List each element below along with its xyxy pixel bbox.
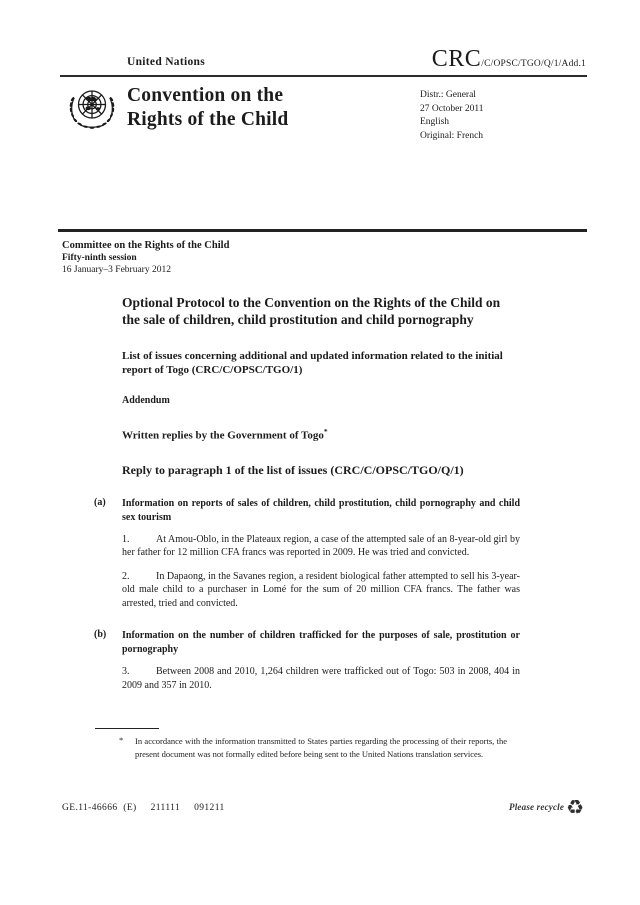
footnote-area	[95, 728, 507, 761]
paragraph-1	[122, 533, 520, 560]
please-recycle-text: Please recycle	[509, 802, 565, 812]
ge-code1: 211111	[150, 803, 181, 813]
original-language-line: Original: French	[420, 130, 484, 141]
distr-line: Distr.: General	[420, 90, 476, 100]
paragraph-3-number: 3.	[122, 666, 130, 678]
paragraph-2	[122, 570, 520, 611]
main-title: Optional Protocol to the Convention on the Rights of the Child on the sale of children, child prostitution and child pornography	[122, 295, 501, 327]
footnote-text: In accordance with the information transmitted to States parties regarding the processing of their reports, the present document was not formally edited before being sent to the United Nations translation services.	[135, 736, 507, 759]
committee-name: Committee on the Rights of the Child	[62, 240, 230, 251]
un-emblem-icon	[65, 80, 119, 142]
section-b-heading: Information on the number of children trafficked for the purposes of sale, prostitution or pornography	[122, 630, 520, 656]
date-line: 27 October 2011	[420, 103, 484, 114]
language-line: English	[420, 117, 450, 127]
paragraph-2-text: In Dapaong, in the Savanes region, a resident biological father attempted to sell his 3-year-old male child to a purchaser in Lomé for the sum of 20 million CFA francs. The father was arrested, tried and convicted.	[122, 570, 520, 609]
section-b-label: (b)	[94, 629, 107, 641]
footnote-divider	[95, 728, 159, 729]
paragraph-1-text: At Amou-Oblo, in the Plateaux region, a case of the attempted sale of an 8-year-old girl by her father for 12 million CFA francs was reported in 2009. He was tried and convicted.	[122, 533, 520, 559]
list-of-issues-subtitle: List of issues concerning additional and updated information related to the initial report of Togo (CRC/C/OPSC/TGO/1)	[122, 350, 503, 376]
section-a	[94, 496, 520, 611]
please-recycle-mark	[509, 797, 584, 817]
reply-heading: Reply to paragraph 1 of the list of issues (CRC/C/OPSC/TGO/Q/1)	[122, 462, 464, 477]
session-name: Fifty-ninth session	[62, 253, 137, 263]
addendum-label: Addendum	[122, 395, 170, 406]
footnote-text-block	[95, 735, 507, 761]
convention-title-line2: Rights of the Child	[127, 109, 289, 130]
section-divider	[58, 229, 587, 232]
section-a-heading: Information on reports of sales of children, child prostitution, child pornography and child sex tourism	[122, 497, 520, 523]
convention-title	[127, 84, 288, 132]
written-replies-heading: Written replies by the Government of Togo*	[122, 427, 328, 442]
paragraph-2-number: 2.	[122, 570, 130, 582]
paragraph-3-text: Between 2008 and 2010, 1,264 children were trafficked out of Togo: 503 in 2008, 404 in 2009 and 357 in 2010.	[122, 666, 520, 691]
convention-title-line1: Convention on the	[127, 85, 284, 106]
ge-document-number	[62, 803, 225, 813]
recycle-icon: ♻	[566, 795, 584, 819]
document-symbol-main: CRC	[431, 46, 482, 72]
united-nations-label: United Nations	[127, 56, 206, 68]
document-symbol-suffix: /C/OPSC/TGO/Q/1/Add.1	[481, 59, 586, 69]
paragraph-1-number: 1.	[122, 533, 130, 545]
section-b	[94, 629, 520, 692]
document-symbol	[432, 46, 586, 73]
ge-number: GE.11-46666 (E)	[62, 803, 137, 813]
footnote-reference: *	[323, 427, 328, 436]
ge-code2: 091211	[194, 803, 225, 813]
section-a-label: (a)	[94, 496, 106, 508]
session-dates: 16 January–3 February 2012	[62, 265, 171, 275]
committee-block	[62, 239, 229, 276]
header-divider	[60, 75, 587, 77]
document-body	[94, 294, 520, 692]
footnote-marker: *	[119, 735, 124, 745]
distribution-block	[420, 89, 484, 143]
paragraph-3	[122, 665, 520, 692]
